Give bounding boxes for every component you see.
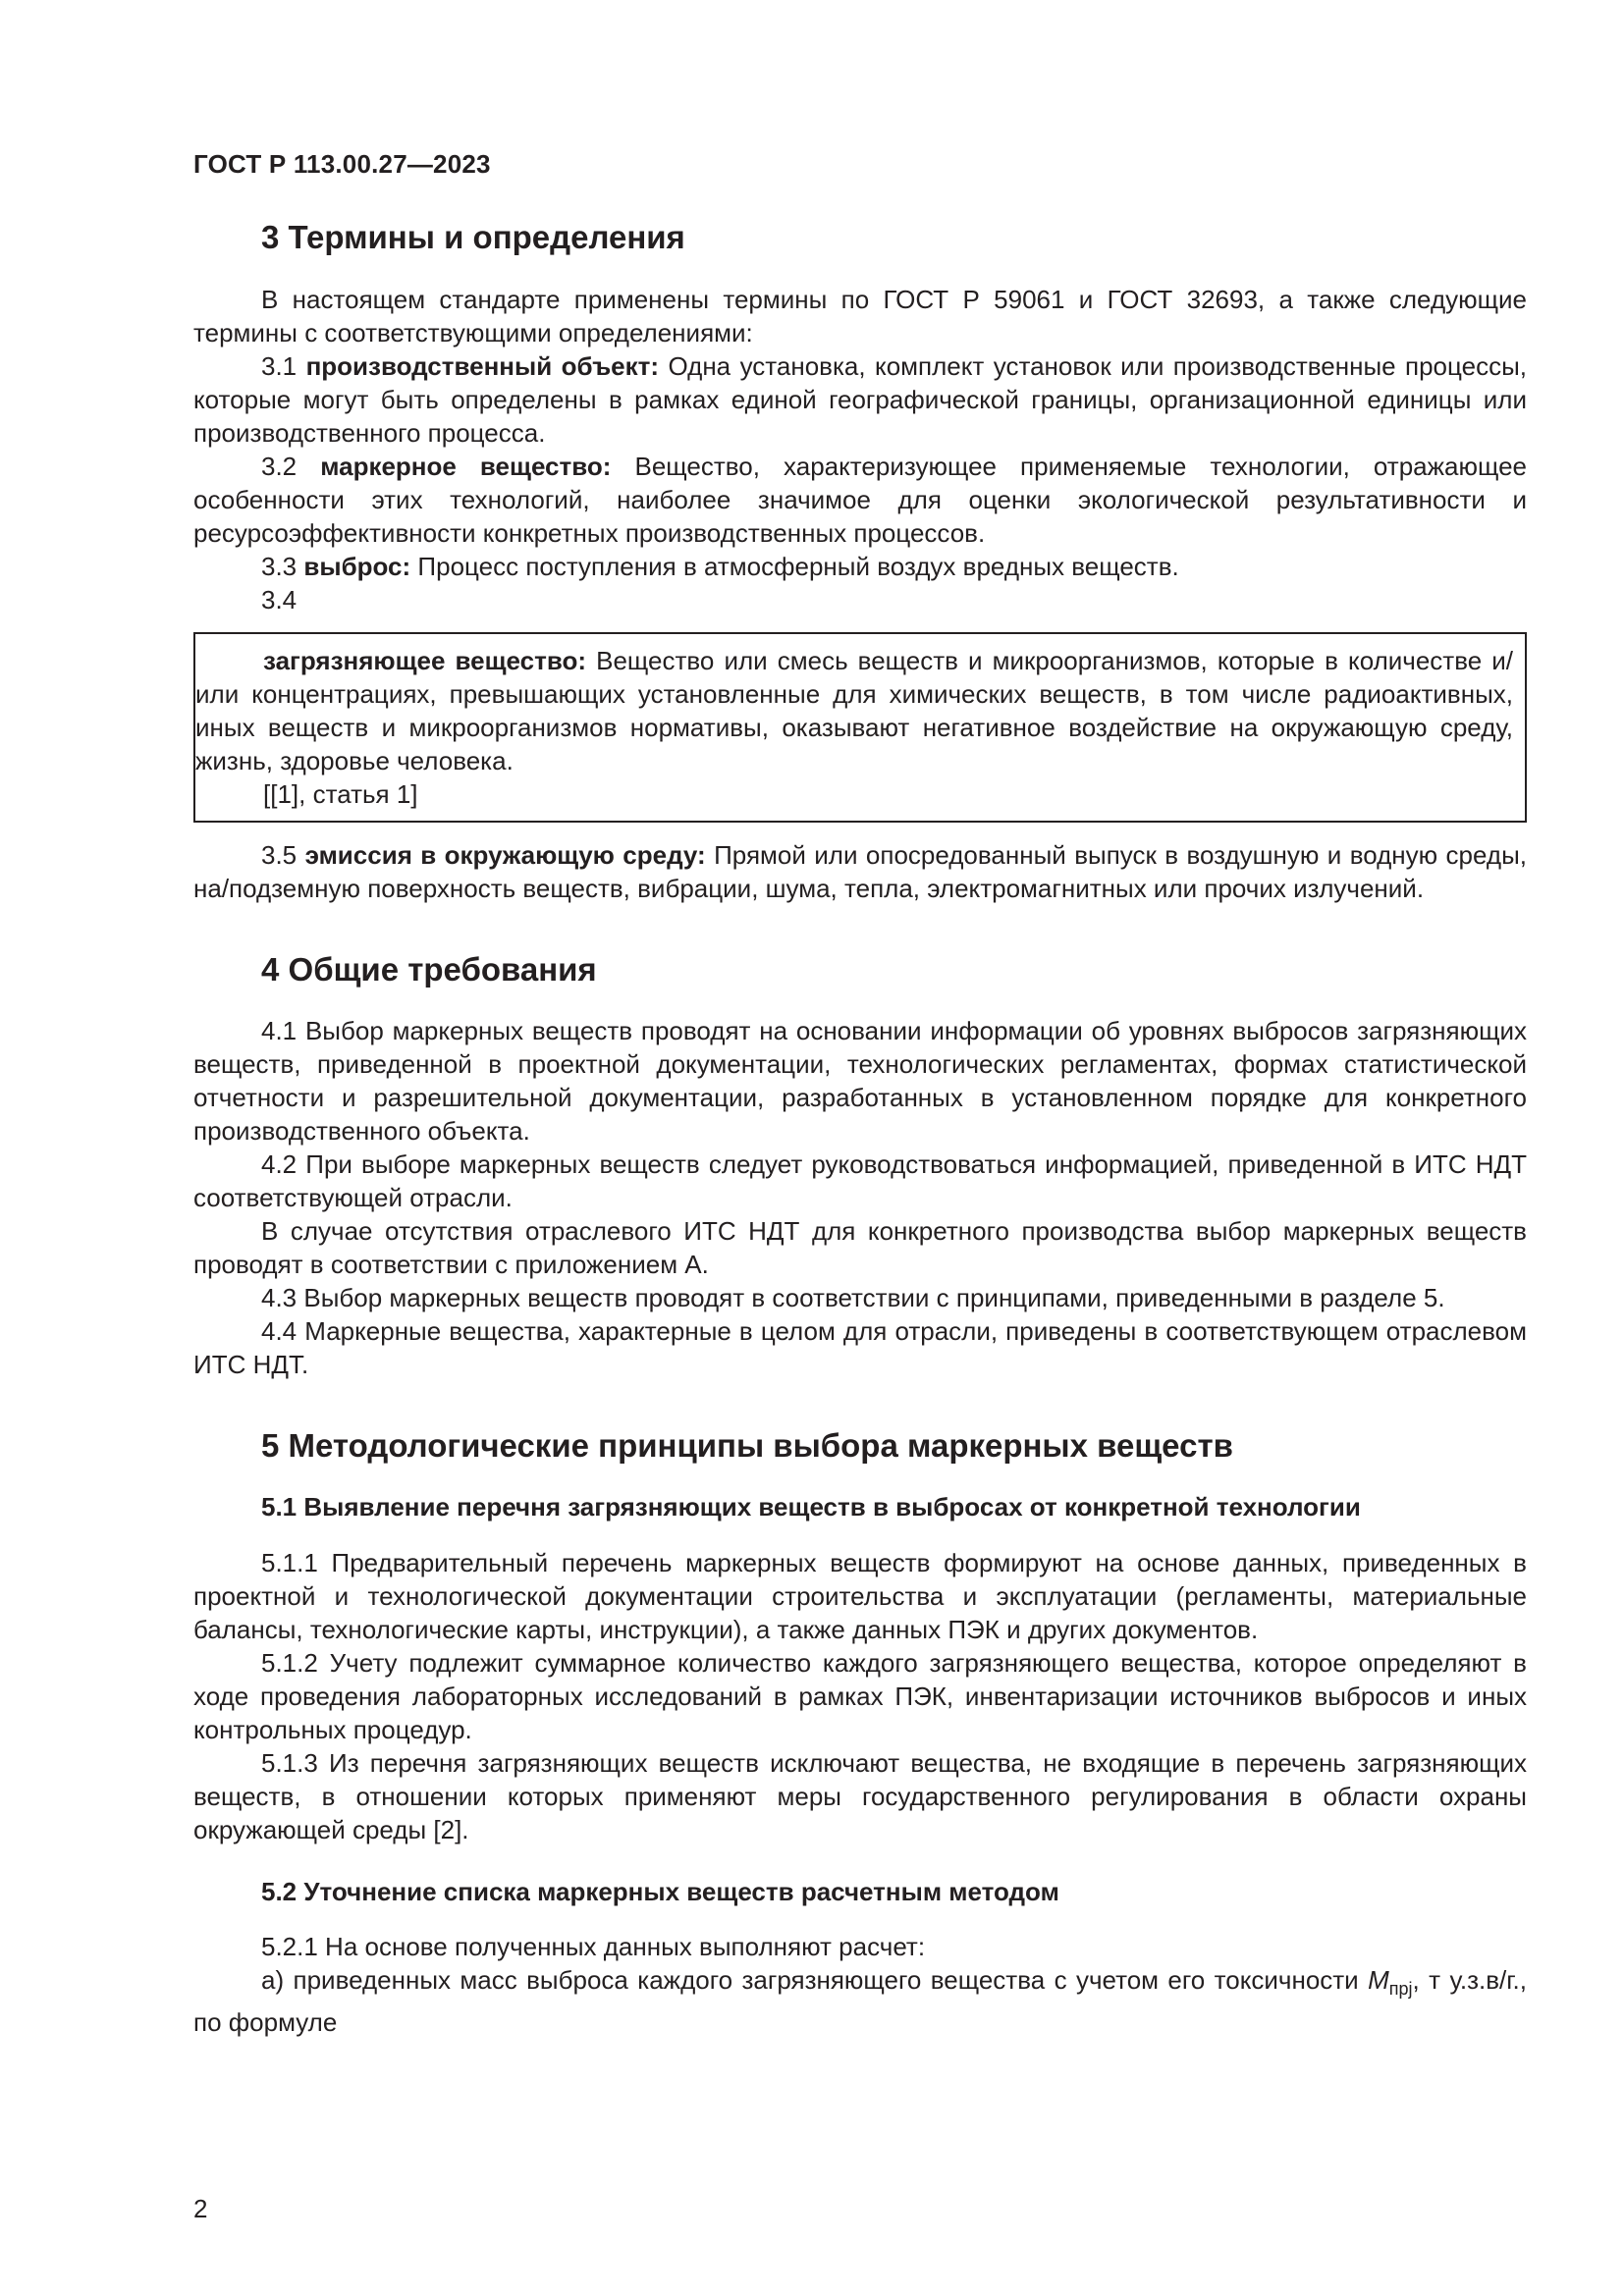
paragraph-5-2-1-a	[193, 1963, 1527, 2039]
term-name: выброс:	[303, 551, 411, 581]
text-after-formula: , т у.з.в/г., по формуле	[193, 1965, 1528, 2038]
paragraph-4-1: 4.1 Выбор маркерных веществ проводят на основании информации об уровнях выбросов загрязняющих веществ, приведенной в проектной документации, технологических регламентах, формах статистической отчетности и разрешительной документации, разработанных в установленном порядке для конкретного производственного объекта.	[193, 1016, 1527, 1147]
section-4-title: 4 Общие требования	[261, 950, 597, 988]
term-number: 3.5	[261, 839, 298, 870]
mass-symbol-subscript: прj	[1388, 1979, 1413, 2000]
text-before-formula: а) приведенных масс выброса каждого загрязняющего вещества с учетом его токсичности	[261, 1965, 1369, 1996]
section-5-title: 5 Методологические принципы выбора маркерных веществ	[261, 1427, 1233, 1465]
term-number: 3.4	[261, 584, 298, 614]
paragraph-5-1-2: 5.1.2 Учету подлежит суммарное количество каждого загрязняющего вещества, которое определяют в ходе проведения лабораторных исследований в рамках ПЭК, инвентаризации источников выбросов и иных контрольных процедур.	[193, 1647, 1527, 1744]
section-3-intro: В настоящем стандарте применены термины по ГОСТ Р 59061 и ГОСТ 32693, а также следующие термины с соответствующими определениями:	[193, 284, 1527, 347]
term-name: загрязняющее вещество:	[263, 645, 587, 675]
paragraph-4-2-note: В случае отсутствия отраслевого ИТС НДТ для конкретного производства выбор маркерных веществ проводят в соответствии с приложением А.	[193, 1216, 1527, 1280]
paragraph-5-1-1: 5.1.1 Предварительный перечень маркерных веществ формируют на основе данных, приведенных в проектной и технологической документации строительства и эксплуатации (регламенты, материальные балансы, технологические карты, инструкции), а также данных ПЭК и других документов.	[193, 1547, 1527, 1644]
page-content	[193, 218, 1527, 2039]
term-definition: Процесс поступления в атмосферный воздух вредных веществ.	[417, 551, 1179, 581]
term-name: маркерное вещество:	[320, 451, 612, 481]
section-spacer	[193, 1381, 1527, 1426]
term-source: [[1], статья 1]	[263, 778, 418, 809]
term-definition: Прямой или опосредованный выпуск в воздушную и водную среды, на/подземную поверхность веществ, вибрации, шума, тепла, электромагнитных или прочих излучений.	[193, 839, 1527, 903]
section-spacer	[193, 905, 1527, 950]
paragraph-4-4: 4.4 Маркерные вещества, характерные в целом для отрасли, приведены в соответствующем отраслевом ИТС НДТ.	[193, 1316, 1527, 1380]
term-3-3	[193, 550, 1527, 583]
term-3-1	[193, 349, 1527, 450]
quoted-term	[195, 644, 1513, 777]
term-3-5	[193, 838, 1527, 905]
term-definition: Вещество или смесь веществ и микроорганизмов, которые в количестве и/или концентрациях, превышающих установленные для химических веществ, в том числе радиоактивных, иных веществ и микроорганизмов нормативы, оказывают негативное воздействие на окружающую среду, жизнь, здоровье человека.	[195, 645, 1513, 775]
subsection-5-2-title: 5.2 Уточнение списка маркерных веществ расчетным методом	[261, 1876, 1059, 1906]
term-number: 3.1	[261, 350, 298, 381]
subsection-spacer	[193, 1846, 1527, 1876]
term-number: 3.3	[261, 551, 298, 581]
term-3-2	[193, 450, 1527, 550]
term-number: 3.2	[261, 451, 298, 481]
paragraph-4-3: 4.3 Выбор маркерных веществ проводят в соответствии с принципами, приведенными в разделе 5.	[261, 1283, 1445, 1313]
mass-symbol: M	[1368, 1965, 1389, 1996]
document-id-header: ГОСТ Р 113.00.27—2023	[193, 149, 491, 179]
page-number: 2	[193, 2194, 208, 2223]
term-3-4	[193, 583, 1527, 616]
subsection-5-1-title: 5.1 Выявление перечня загрязняющих веществ в выбросах от конкретной технологии	[261, 1491, 1361, 1522]
term-name: эмиссия в окружающую среду:	[304, 839, 706, 870]
paragraph-4-2: 4.2 При выборе маркерных веществ следует руководствоваться информацией, приведенной в ИТС НДТ соответствующей отрасли.	[193, 1149, 1527, 1213]
section-3-title: 3 Термины и определения	[261, 219, 685, 255]
term-name: производственный объект:	[305, 350, 660, 381]
paragraph-5-2-1: 5.2.1 На основе полученных данных выполняют расчет:	[261, 1932, 926, 1962]
quoted-term-box	[193, 632, 1527, 823]
term-definition: Одна установка, комплект установок или производственные процессы, которые могут быть определены в рамках единой географической границы, организационной единицы или производственного процесса.	[193, 350, 1527, 448]
term-definition: Вещество, характеризующее применяемые технологии, отражающее особенности этих технологий, наиболее значимое для оценки экологической результативности и ресурсоэффективности конкретных производственных процессов.	[193, 451, 1527, 548]
paragraph-5-1-3: 5.1.3 Из перечня загрязняющих веществ исключают вещества, не входящие в перечень загрязняющих веществ, в отношении которых применяют меры государственного регулирования в области охраны окружающей среды [2].	[193, 1747, 1527, 1844]
